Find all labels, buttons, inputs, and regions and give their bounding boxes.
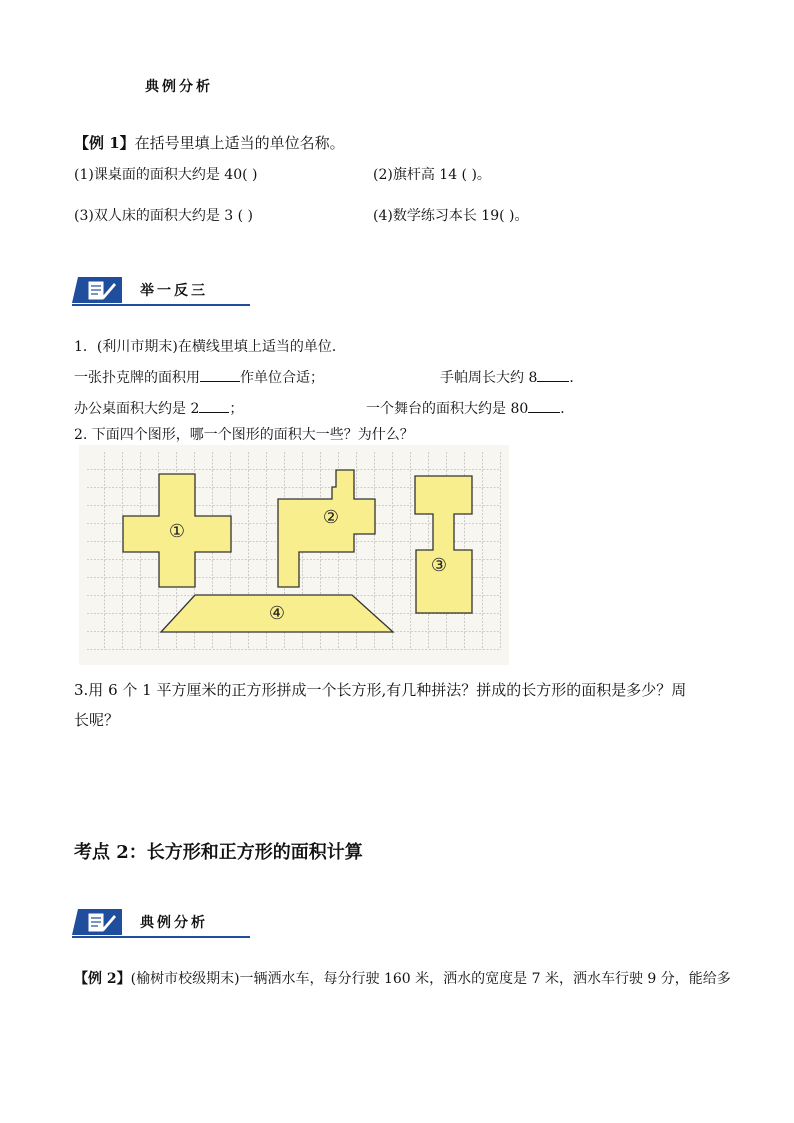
- question-2-title: 2. 下面四个图形，哪一个图形的面积大一些？为什么？: [74, 427, 414, 443]
- section-heading-example-analysis: 典例分析: [145, 79, 213, 95]
- question-1-c-prefix: 办公桌面积大约是 2: [74, 401, 200, 417]
- topic-2-title: 考点 2：长方形和正方形的面积计算: [74, 842, 363, 863]
- answer-blank[interactable]: [200, 367, 240, 382]
- question-1-c-suffix: ；: [229, 401, 244, 417]
- notepad-icon: [72, 905, 122, 939]
- shape-2-label: ②: [322, 507, 340, 528]
- question-1-d-prefix: 一个舞台的面积大约是 80: [366, 401, 529, 417]
- question-3-line-2: 长呢？: [74, 711, 120, 729]
- answer-blank[interactable]: [537, 367, 569, 382]
- question-1-line-b: [440, 367, 583, 387]
- example-2-text: [74, 968, 731, 988]
- question-1-b-prefix: 手帕周长大约 8: [440, 370, 538, 386]
- example-1-text: 在括号里填上适当的单位名称。: [134, 134, 345, 152]
- question-1-d-suffix: ．: [560, 401, 575, 417]
- shapes-grid: [79, 445, 509, 665]
- question-1-title: 1．(利川市期末)在横线里填上适当的单位．: [74, 339, 346, 355]
- example-1-item-1: (1)课桌面的面积大约是 40( ): [74, 167, 258, 183]
- section-heading-example-analysis-2: 典例分析: [140, 915, 208, 931]
- section-divider: [72, 936, 250, 938]
- section-divider: [72, 304, 250, 306]
- question-1-line-a: [74, 367, 324, 387]
- example-2-body: (榆树市校级期末)一辆洒水车，每分行驶 160 米，洒水的宽度是 7 米，洒水车行驶 9 分，能给多: [130, 971, 731, 987]
- example-1-prompt: [74, 132, 345, 153]
- question-1-a-suffix: 作单位合适；: [240, 370, 324, 386]
- question-1-line-d: [366, 398, 574, 418]
- shape-4-label: ④: [268, 603, 286, 624]
- question-3-line-1: 3.用 6 个 1 平方厘米的正方形拼成一个长方形,有几种拼法？拼成的长方形的面积是多少？周: [74, 681, 687, 699]
- section-heading-practice: 举一反三: [140, 283, 208, 299]
- example-1-item-2: (2)旗杆高 14 ( )。: [373, 167, 491, 183]
- shape-3-label: ③: [430, 555, 448, 576]
- example-1-item-3: (3)双人床的面积大约是 3 ( ): [74, 208, 254, 224]
- question-1-b-suffix: ．: [569, 370, 584, 386]
- notepad-icon: [72, 273, 122, 307]
- question-1-a-prefix: 一张扑克牌的面积用: [74, 370, 200, 386]
- example-1-label: 【例 1】: [74, 134, 135, 152]
- answer-blank[interactable]: [199, 398, 229, 413]
- example-1-item-4: (4)数学练习本长 19( )。: [373, 208, 529, 224]
- answer-blank[interactable]: [528, 398, 560, 413]
- example-2-label: 【例 2】: [74, 971, 131, 987]
- shapes-grid-figure: [79, 445, 509, 665]
- question-1-line-c: [74, 398, 243, 418]
- shape-1-label: ①: [168, 521, 186, 542]
